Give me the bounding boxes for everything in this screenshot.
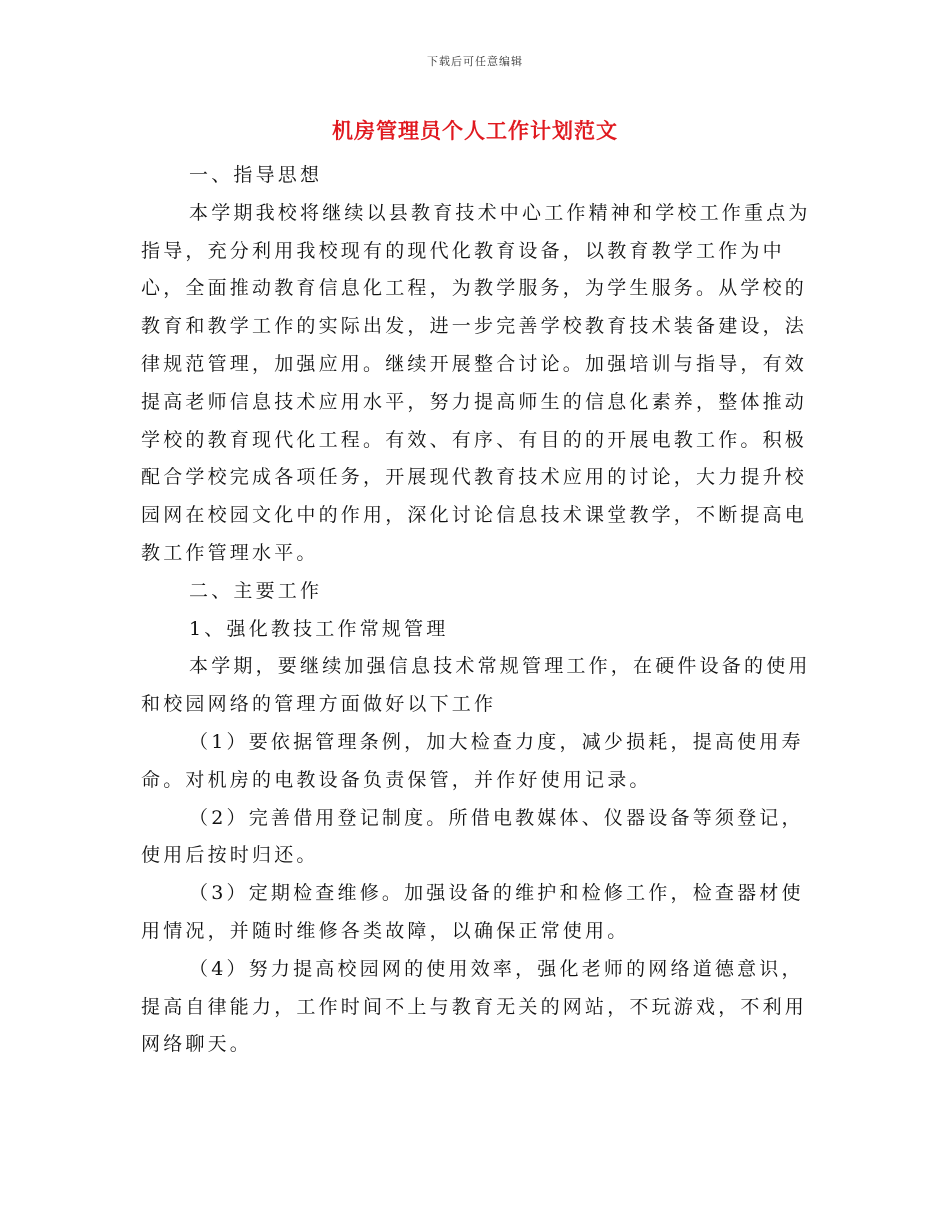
header-note: 下载后可任意编辑: [427, 55, 523, 68]
document-title: 机房管理员个人工作计划范文: [332, 119, 618, 143]
list-item: （1）要依据管理条例，加大检查力度，减少损耗，提高使用寿命。对机房的电教设备负责保管，并作好使用记录。: [141, 730, 804, 791]
list-item: （3）定期检查维修。加强设备的维护和检修工作，检查器材使用情况，并随时维修各类故障，以确保正常使用。: [141, 882, 804, 942]
subsection-heading-routine-management: 1、强化教技工作常规管理: [189, 617, 449, 640]
paragraph-guiding-thought: 本学期我校将继续以县教育技术中心工作精神和学校工作重点为指导，充分利用我校现有的现代化教育设备，以教育教学工作为中心，全面推动教育信息化工程，为教学服务，为学生服务。从学校的教育和教学工作的实际出发，进一步完善学校教育技术装备建设，法律规范管理，加强应用。继续开展整合讨论。加强培训与指导，有效提高老师信息技术应用水平，努力提高师生的信息化素养，整体推动学校的教育现代化工程。有效、有序、有目的的开展电教工作。积极配合学校完成各项任务，开展现代教育技术应用的讨论，大力提升校园网在校园文化中的作用，深化讨论信息技术课堂教学，不断提高电教工作管理水平。: [141, 201, 811, 564]
section-heading-main-work: 二、主要工作: [189, 579, 323, 602]
document-body: [141, 157, 811, 1064]
list-item: （4）努力提高校园网的使用效率，强化老师的网络道德意识，提高自律能力，工作时间不上与教育无关的网站，不玩游戏，不利用网络聊天。: [141, 957, 808, 1056]
list-item: （2）完善借用登记制度。所借电教媒体、仪器设备等须登记，使用后按时归还。: [141, 806, 804, 867]
section-heading-guiding-thought: 一、指导思想: [189, 164, 323, 186]
paragraph-routine-management-intro: 本学期，要继续加强信息技术常规管理工作，在硬件设备的使用和校园网络的管理方面做好以下工作: [141, 655, 811, 716]
